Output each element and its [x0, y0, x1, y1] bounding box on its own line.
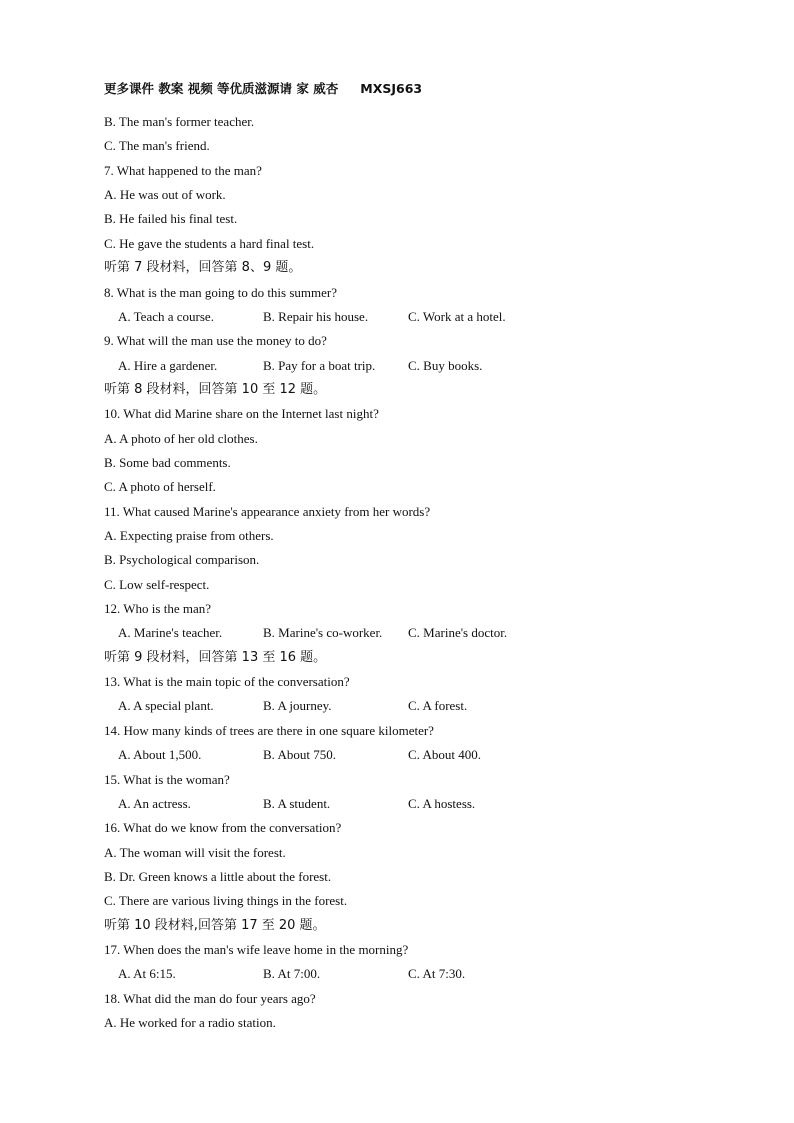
question-text: 9. What will the man use the money to do?	[104, 333, 327, 349]
page-header	[104, 79, 422, 97]
answer-option: B. Pay for a boat trip.	[263, 357, 376, 373]
answer-choice: C. He gave the students a hard final test.	[104, 235, 315, 251]
question-text: 7. What happened to the man?	[104, 162, 262, 178]
question-text: 18. What did the man do four years ago?	[104, 990, 316, 1006]
answer-choice: C. The man's friend.	[104, 138, 210, 154]
question-text: 12. Who is the man?	[104, 601, 211, 616]
answer-option: C. Marine's doctor.	[408, 625, 508, 641]
answer-choice: B. Psychological comparison.	[104, 552, 260, 568]
answer-option: B. A journey.	[263, 698, 332, 714]
answer-choice: B. Some bad comments.	[104, 454, 231, 470]
answer-option: C. At 7:30.	[408, 966, 466, 982]
question-text: 10. What did Marine share on the Internet last night?	[104, 406, 379, 422]
answer-choice: A. He was out of work.	[104, 187, 226, 203]
answer-choice: C. A photo of herself.	[104, 479, 216, 495]
answer-option: B. About 750.	[263, 747, 336, 763]
answer-option: A. An actress.	[118, 795, 191, 811]
question-text: 11. What caused Marine's appearance anxiety from her words?	[104, 503, 431, 519]
answer-option: B. A student.	[263, 795, 331, 811]
answer-choice: B. The man's former teacher.	[104, 114, 255, 129]
section-heading: 听第 8 段材料，回答第 10 至 12 题。	[104, 381, 327, 397]
answer-option: B. Marine's co-worker.	[263, 625, 383, 641]
answer-option: B. At 7:00.	[263, 966, 321, 982]
question-text: 8. What is the man going to do this summer?	[104, 284, 338, 300]
header-title: 更多课件 教案 视频 等优质滋源请 家 威杏	[104, 81, 339, 96]
answer-choice: A. He worked for a radio station.	[104, 1015, 276, 1030]
answer-option: A. Teach a course.	[118, 308, 214, 324]
answer-option: A. About 1,500.	[118, 747, 202, 763]
question-text: 17. When does the man's wife leave home in the morning?	[104, 941, 409, 957]
question-text: 15. What is the woman?	[104, 771, 230, 787]
answer-choice: B. He failed his final test.	[104, 211, 238, 227]
answer-choice: B. Dr. Green knows a little about the forest.	[104, 868, 332, 884]
answer-choice: C. There are various living things in the forest.	[104, 893, 348, 909]
header-code: MXSJ663	[360, 81, 423, 96]
answer-choice: C. Low self-respect.	[104, 576, 210, 592]
answer-option: C. Buy books.	[408, 357, 483, 373]
question-text: 13. What is the main topic of the conversation?	[104, 674, 350, 690]
answer-option: C. About 400.	[408, 747, 481, 763]
answer-option: C. A forest.	[408, 698, 468, 714]
answer-choice: A. The woman will visit the forest.	[104, 844, 286, 860]
section-heading: 听第 7 段材料，回答第 8、9 题。	[104, 260, 302, 276]
section-heading: 听第 9 段材料，回答第 13 至 16 题。	[104, 649, 327, 665]
question-text: 14. How many kinds of trees are there in one square kilometer?	[104, 722, 434, 738]
answer-choice: A. Expecting praise from others.	[104, 528, 274, 543]
answer-option: C. A hostess.	[408, 795, 476, 811]
answer-option: A. At 6:15.	[118, 966, 176, 982]
section-heading: 听第 10 段材料,回答第 17 至 20 题。	[104, 917, 326, 933]
answer-option: A. Hire a gardener.	[118, 357, 218, 373]
answer-option: A. A special plant.	[118, 698, 214, 714]
answer-choice: A. A photo of her old clothes.	[104, 430, 258, 446]
answer-option: A. Marine's teacher.	[118, 625, 223, 641]
question-text: 16. What do we know from the conversation?	[104, 820, 342, 836]
answer-option: B. Repair his house.	[263, 308, 369, 324]
answer-option: C. Work at a hotel.	[408, 308, 506, 324]
